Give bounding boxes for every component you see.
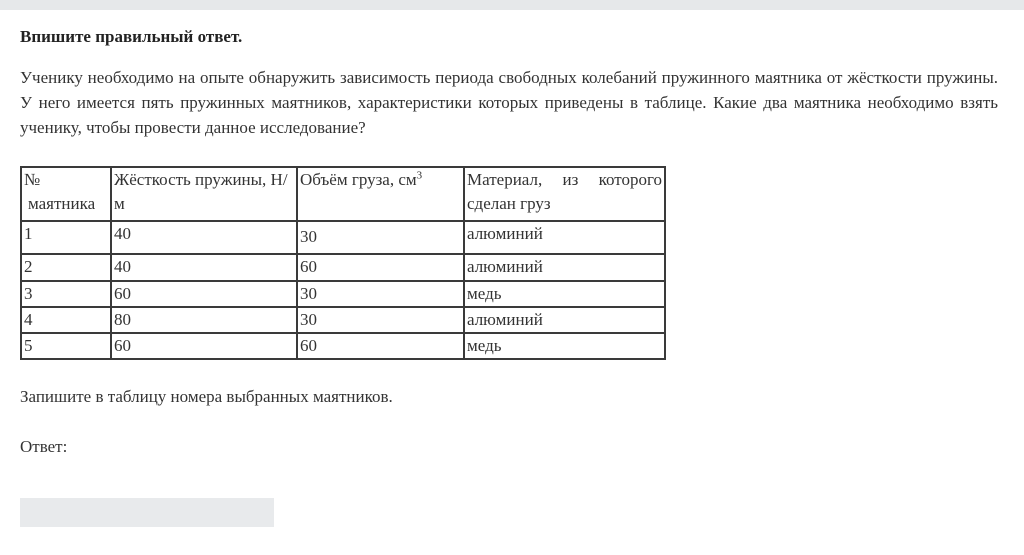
header-volume-sup: 3 [416, 169, 423, 182]
table-header-row [21, 167, 665, 221]
pendulum-table [20, 166, 666, 360]
cell-material: медь [464, 333, 665, 359]
answer-input[interactable] [20, 498, 274, 527]
cell-number: 3 [21, 281, 111, 307]
cell-stiffness: 40 [111, 221, 297, 254]
cell-volume: 30 [297, 281, 464, 307]
cell-stiffness: 60 [111, 333, 297, 359]
header-volume [297, 167, 464, 221]
cell-number: 4 [21, 307, 111, 333]
header-number-label: маятника [28, 194, 96, 213]
cell-volume: 30 [297, 221, 464, 254]
header-material-word: из [562, 170, 579, 189]
cell-number: 5 [21, 333, 111, 359]
table-row [21, 307, 665, 333]
cell-volume: 60 [297, 254, 464, 281]
header-number [21, 167, 111, 221]
instruction-text: Запишите в таблицу номера выбранных маятников. [20, 387, 393, 406]
cell-volume: 60 [297, 333, 464, 359]
cell-stiffness: 40 [111, 254, 297, 281]
header-material-line1 [467, 168, 662, 192]
task-heading: Впишите правильный ответ. [20, 27, 243, 46]
header-material [464, 167, 665, 221]
cell-material: алюминий [464, 254, 665, 281]
question-text: Ученику необходимо на опыте обнаружить зависимость периода свободных колебаний пружинного маятника от жёсткости пружины. У него имеется пять пружинных маятников, характеристики которых приведены в таблице. Какие два маятника необходимо взять ученику, чтобы провести данное исследование? [20, 68, 998, 137]
header-material-word: Материал, [467, 170, 543, 189]
table-row [21, 333, 665, 359]
header-material-word: которого [598, 170, 662, 189]
cell-material: алюминий [464, 307, 665, 333]
header-volume-label: Объём груза, см [300, 170, 417, 189]
table-row [21, 221, 665, 254]
cell-material: алюминий [464, 221, 665, 254]
table-row [21, 281, 665, 307]
cell-number: 1 [21, 221, 111, 254]
answer-label: Ответ: [20, 437, 68, 456]
cell-stiffness: 80 [111, 307, 297, 333]
cell-material: медь [464, 281, 665, 307]
table-row [21, 254, 665, 281]
cell-volume: 30 [297, 307, 464, 333]
header-number-symbol: № [24, 170, 41, 189]
cell-number: 2 [21, 254, 111, 281]
cell-stiffness: 60 [111, 281, 297, 307]
header-material-line2: сделан груз [467, 194, 551, 213]
header-stiffness: Жёсткость пружины, Н/м [111, 167, 297, 221]
top-bar [0, 0, 1024, 10]
